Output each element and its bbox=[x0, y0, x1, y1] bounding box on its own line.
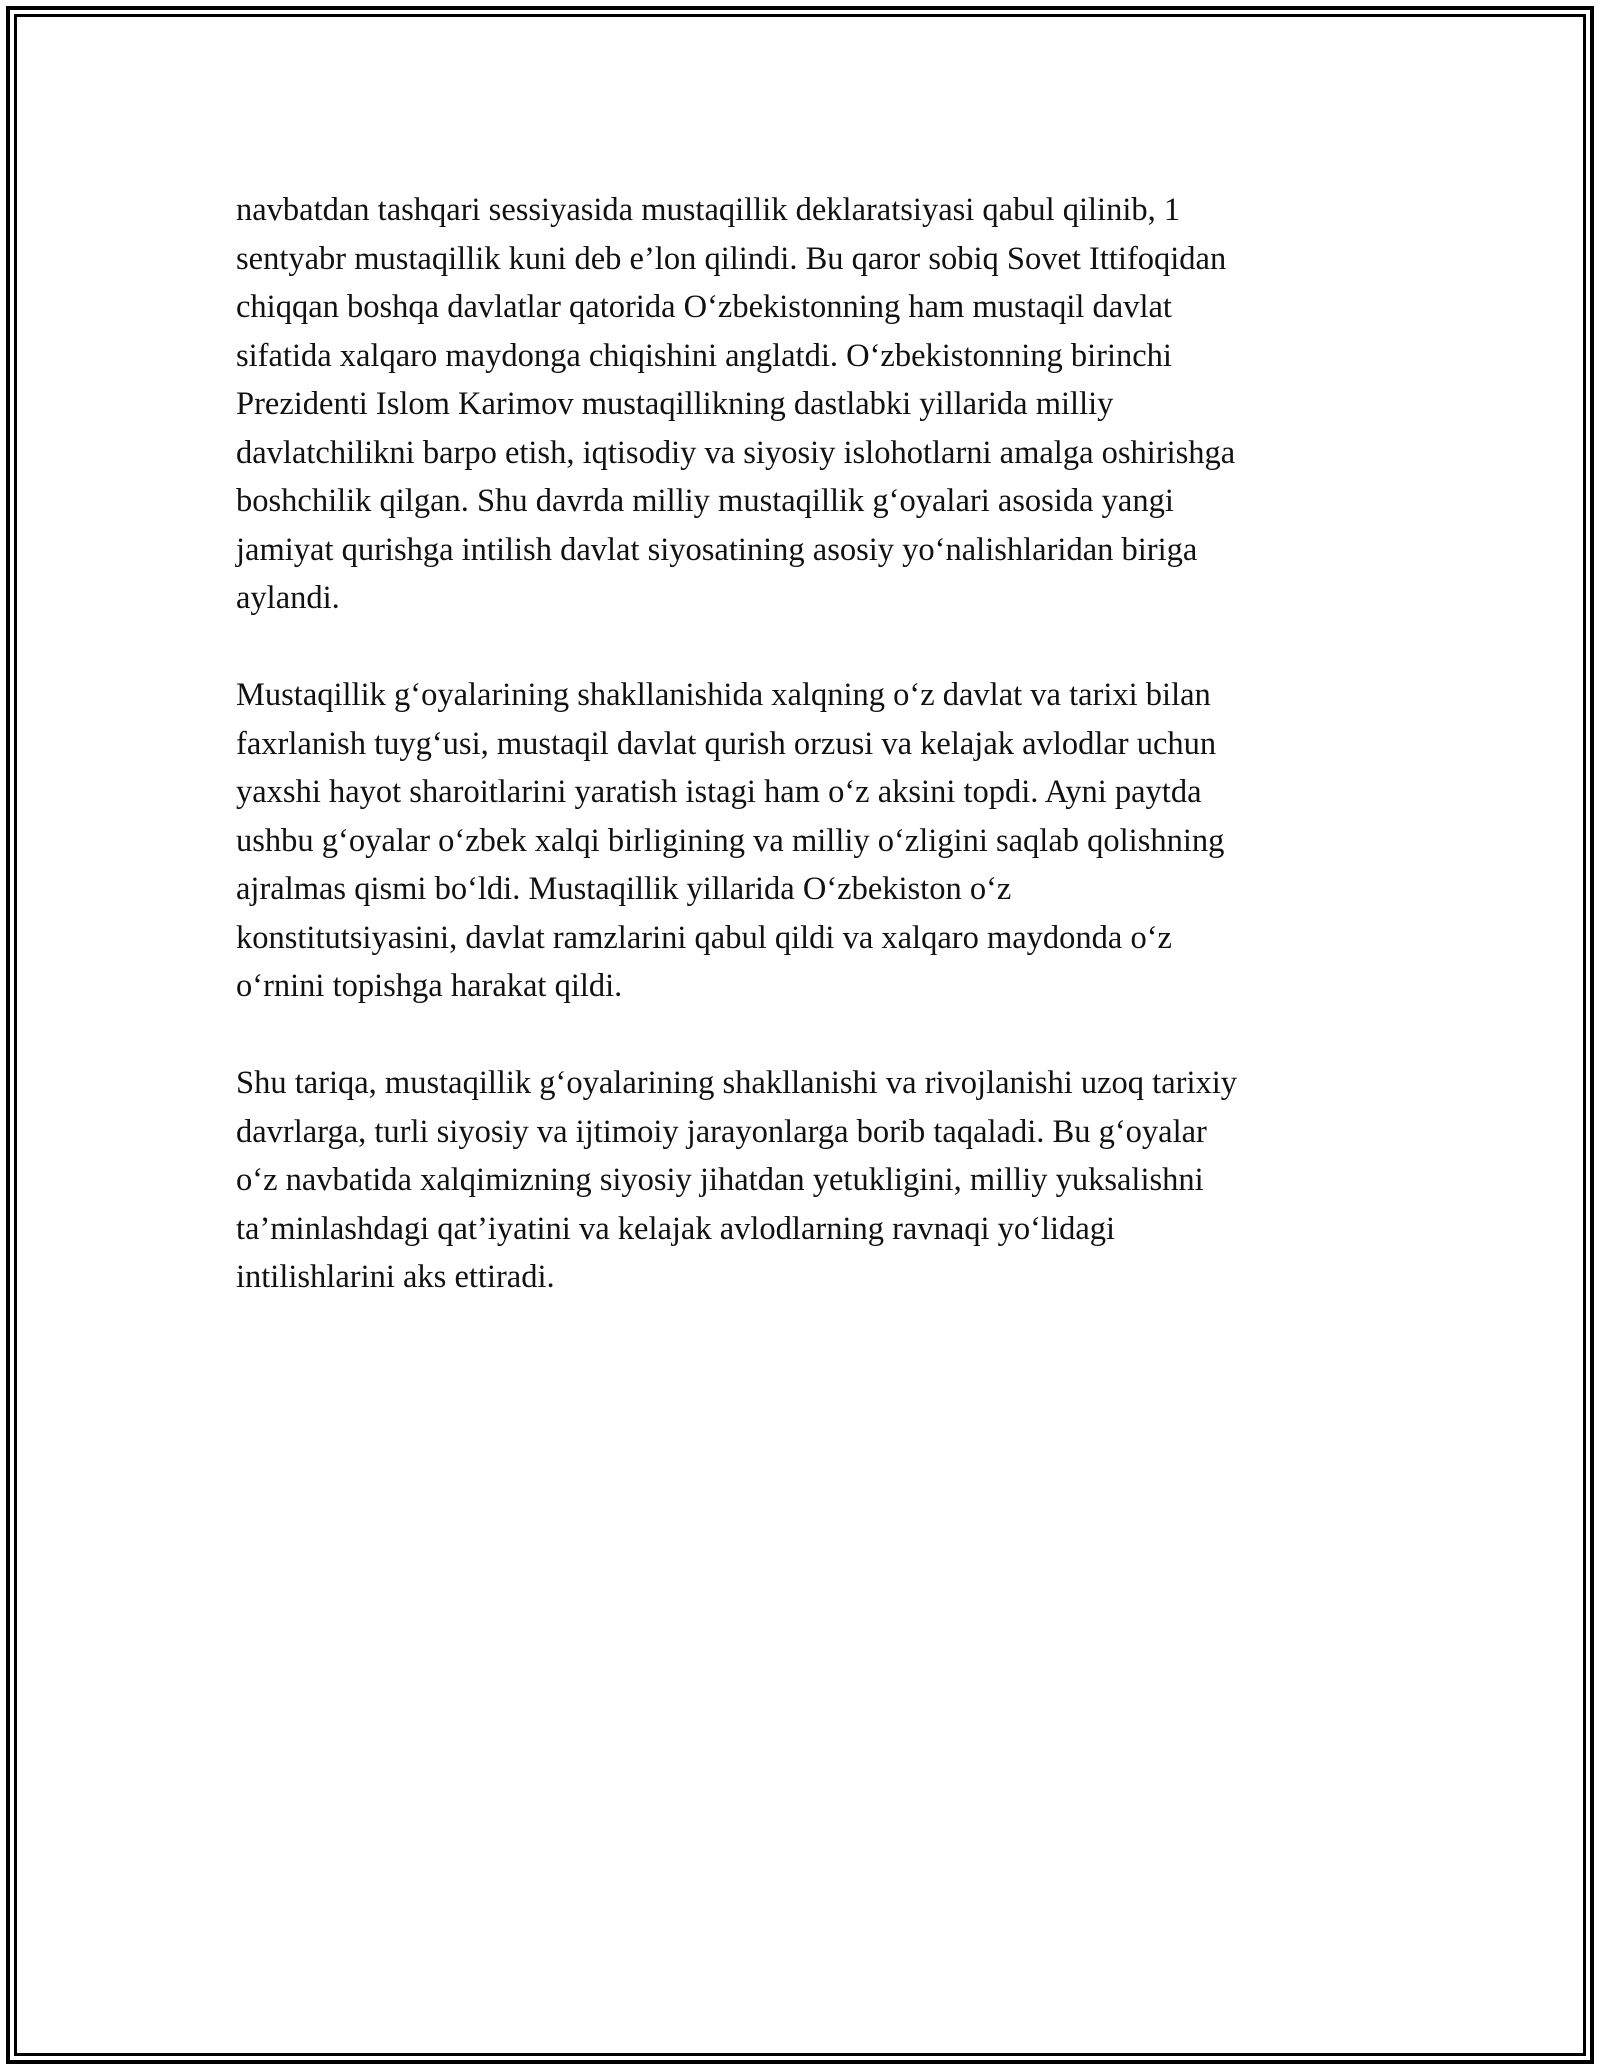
paragraph-2: Mustaqillik g‘oyalarining shakllanishida xalqning o‘z davlat va tarixi bilan faxrlanish tuyg‘usi, mustaqil davlat qurish orzusi va kelajak avlodlar uchun yaxshi hayot sharoitlarini yaratish istagi ham o‘z aksini topdi. Ayni paytda ushbu g‘oyalar o‘zbek xalqi birligining va milliy o‘zligini saqlab qolishning ajralmas qismi bo‘ldi. Mustaqillik yillarida O‘zbekiston o‘z konstitutsiyasini, davlat ramzlarini qabul qildi va xalqaro maydonda o‘z o‘rnini topishga harakat qildi. bbox=[236, 677, 1225, 1004]
document-body bbox=[236, 186, 1386, 1350]
paragraph-3: Shu tariqa, mustaqillik g‘oyalarining shakllanishi va rivojlanishi uzoq tarixiy davrlarga, turli siyosiy va ijtimoiy jarayonlarga borib taqaladi. Bu g‘oyalar o‘z navbatida xalqimizning siyosiy jihatdan yetukligini, milliy yuksalishni ta’minlashdagi qat’iyatini va kelajak avlodlarning ravnaqi yo‘lidagi intilishlarini aks ettiradi. bbox=[236, 1065, 1238, 1295]
paragraph-1: navbatdan tashqari sessiyasida mustaqillik deklaratsiyasi qabul qilinib, 1 sentyabr mustaqillik kuni deb e’lon qilindi. Bu qaror sobiq Sovet Ittifoqidan chiqqan boshqa davlatlar qatorida O‘zbekistonning ham mustaqil davlat sifatida xalqaro maydonga chiqishini anglatdi. O‘zbekistonning birinchi Prezidenti Islom Karimov mustaqillikning dastlabki yillarida milliy davlatchilikni barpo etish, iqtisodiy va siyosiy islohotlarni amalga oshirishga boshchilik qilgan. Shu davrda milliy mustaqillik g‘oyalari asosida yangi jamiyat qurishga intilish davlat siyosatining asosiy yo‘nalishlaridan biriga aylandi. bbox=[236, 192, 1236, 616]
